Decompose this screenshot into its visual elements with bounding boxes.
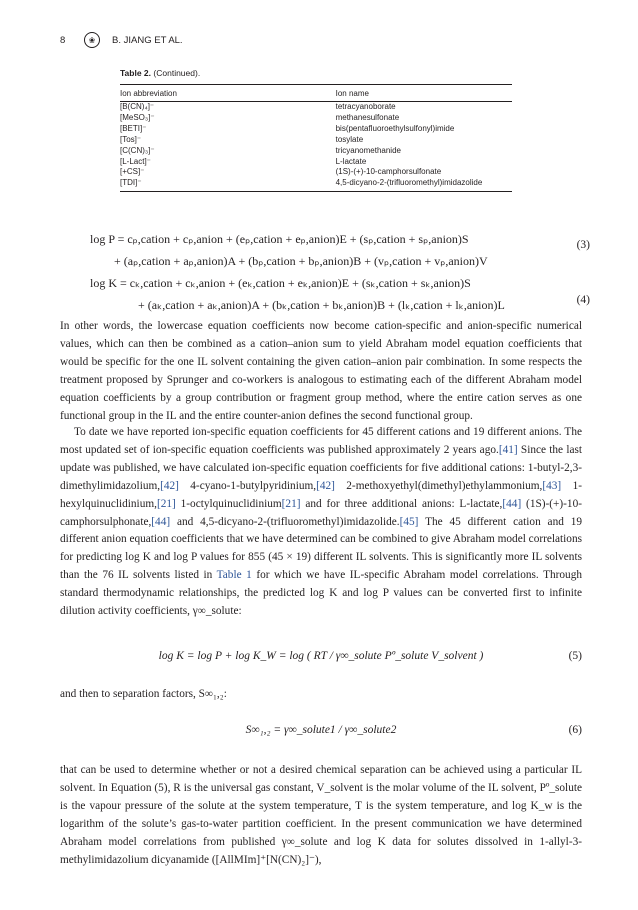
ion-table: [120, 84, 512, 192]
ion-abbreviation-cell: [B(CN)₄]⁻: [120, 102, 155, 111]
table-row: [120, 135, 512, 146]
p2-text-c: 4-cyano-1-butylpyridinium,: [178, 479, 317, 492]
citation-44b[interactable]: [44]: [151, 515, 171, 528]
ion-name-cell: bis(pentafluoroethylsulfonyl)imide: [335, 123, 455, 133]
ion-name-cell: (1S)-(+)-10-camphorsulfonate: [335, 167, 442, 177]
p2-text-d: 2-methoxyethyl(dimethyl)ethylammonium,: [334, 479, 543, 492]
eq5-number: (5): [568, 650, 582, 662]
p2-text-f: 1-octylquinuclidinium: [175, 497, 282, 510]
paragraph-1: In other words, the lowercase equation coefficients now become cation-specific and anion-specific numerical values, which can then be combined as a cation–anion sum to yield Abraham model equation coefficients that would be specific for the one IL solvent containing the given cation–anion pair combination. In some respects the treatment proposed by Sprunger and co-workers is analogous to estimating each of the different Abraham model equation coefficients by a group contribution or fragment group method, where the entire cation serves as one functional group in the IL and the entire counter-anion defines the second functional group.: [60, 320, 582, 422]
eq6-expression: S∞₁,₂ = γ∞_solute1 / γ∞_solute2: [245, 724, 397, 736]
citation-45[interactable]: [45]: [399, 515, 419, 528]
table-header-row: [120, 85, 512, 102]
ion-abbreviation-cell: [BETI]⁻: [120, 123, 147, 133]
eq3-number: (3): [576, 239, 590, 251]
page-number: 8: [60, 34, 66, 46]
ion-abbreviation-cell: [+CS]⁻: [120, 167, 145, 177]
eq6-number: (6): [568, 724, 582, 736]
citation-44a[interactable]: [44]: [502, 497, 522, 510]
citation-42a[interactable]: [42]: [160, 479, 179, 492]
eq4-number: (4): [576, 294, 590, 306]
table-caption-label: Table 2.: [120, 68, 152, 78]
p2-text-e: 1-hexylquinuclidinium,: [60, 479, 582, 510]
p2-text-a: To date we have reported ion-specific equation coefficients for 45 different cations and 19 different anions. The most updated set of ion-specific equation coefficients was published approximately 2 years ago.: [60, 426, 582, 456]
table-row: [120, 102, 512, 113]
equation-5: [60, 650, 582, 662]
ion-name-cell: tetracyanoborate: [335, 102, 396, 111]
ion-abbreviation-cell: [Tos]⁻: [120, 134, 142, 144]
table-row: [120, 113, 512, 124]
ion-name-cell: L-lactate: [335, 156, 367, 166]
eq3-line2: + (aₚ,cation + aₚ,anion)A + (bₚ,cation + bₚ,anion)B + (vₚ,cation + vₚ,anion)V: [114, 254, 488, 268]
p2-text-b: Since the last update was published, we have calculated ion-specific equation coefficients for five additional cations: 1-butyl-2,3-dimethylimidazolium,: [60, 443, 583, 492]
citation-21b[interactable]: [21]: [281, 497, 301, 510]
p2-text-h: (1S)-(+)-10-camphorsulphonate,: [60, 497, 582, 528]
table-1-link[interactable]: Table 1: [216, 569, 252, 582]
journal-logo-icon: ❀: [84, 32, 100, 48]
p2-text-j: The 45 different cation and 19 different anion equation coefficients that we have determined can be combined to give Abraham model correlations for predicting log K and log P values for 855 (45 × 19) different IL solvents. This is significantly more IL solvents than the 76 IL solvents listed in: [60, 515, 582, 582]
running-authors: B. JIANG ET AL.: [112, 34, 183, 46]
table-row: [120, 167, 512, 178]
ion-abbreviation-cell: [MeSO₃]⁻: [120, 112, 155, 122]
ion-name-cell: tosylate: [335, 134, 364, 144]
eq3-line1: log P = cₚ,cation + cₚ,anion + (eₚ,cation + eₚ,anion)E + (sₚ,cation + sₚ,anion)S: [90, 232, 469, 246]
p2-text-i: and 4,5-dicyano-2-(trifluoromethyl)imidazolide.: [170, 515, 400, 528]
ion-name-cell: tricyanomethanide: [335, 145, 401, 155]
citation-43[interactable]: [43]: [542, 479, 562, 492]
paragraph-2: [60, 424, 582, 621]
equation-6: [60, 724, 582, 736]
equation-4: [90, 272, 590, 316]
citation-41[interactable]: [41]: [498, 443, 518, 456]
table-row: [120, 146, 512, 157]
table-caption-text: (Continued).: [153, 68, 201, 78]
table-row: [120, 178, 512, 191]
equation-3: [90, 228, 590, 272]
ion-name-cell: methanesulfonate: [335, 112, 400, 122]
citation-21[interactable]: [21]: [156, 497, 176, 510]
eq5-expression: log K = log P + log K_W = log ( RT / γ∞_solute Pº_solute V_solvent ): [158, 650, 484, 662]
paragraph-4: that can be used to determine whether or not a desired chemical separation can be achieved using a particular IL solvent. In Equation (5), R is the universal gas constant, V_solvent is the molar volume of the IL solvent, Pº_solute is the vapour pressure of the solute at the system temperature, T is the system temperature, and log K_w is the logarithm of the solute’s gas-to-water partition coefficient. In the present communication we have determined Abraham model correlations from published γ∞_solute and log K data for solutes dissolved in 1-allyl-3-methylimidazolium dicyanamide ([AllMIm]⁺[N(CN)₂]⁻),: [60, 764, 582, 866]
p2-text-g: and for three additional anions: L-lactate,: [300, 497, 503, 510]
table-caption: [120, 68, 512, 78]
citation-42b[interactable]: [42]: [316, 479, 335, 492]
eq4-line2: + (aₖ,cation + aₖ,anion)A + (bₖ,cation + bₖ,anion)B + (lₖ,cation + lₖ,anion)L: [138, 298, 505, 312]
table-row: [120, 124, 512, 135]
eq4-line1: log K = cₖ,cation + cₖ,anion + (eₖ,cation + eₖ,anion)E + (sₖ,cation + sₖ,anion)S: [90, 276, 471, 290]
paragraph-3: and then to separation factors, S∞₁,₂:: [60, 688, 227, 700]
ion-abbreviation-cell: [TDI]⁻: [120, 178, 336, 191]
table-row: [120, 157, 512, 168]
table-2-continued: [120, 68, 512, 192]
ion-name-cell: 4,5-dicyano-2-(trifluoromethyl)imidazolide: [336, 178, 512, 191]
col-header-name: Ion name: [336, 85, 512, 102]
col-header-abbreviation: Ion abbreviation: [120, 85, 336, 102]
ion-abbreviation-cell: [C(CN)₃]⁻: [120, 145, 155, 155]
running-head: [60, 32, 183, 48]
p2-text-k: for which we have IL-specific Abraham model correlations. Through standard thermodynamic relationships, the predicted log K and log P values can be converted first to infinite dilution activity coefficients, γ∞_solute:: [60, 569, 582, 618]
ion-abbreviation-cell: [L-Lact]⁻: [120, 156, 151, 166]
